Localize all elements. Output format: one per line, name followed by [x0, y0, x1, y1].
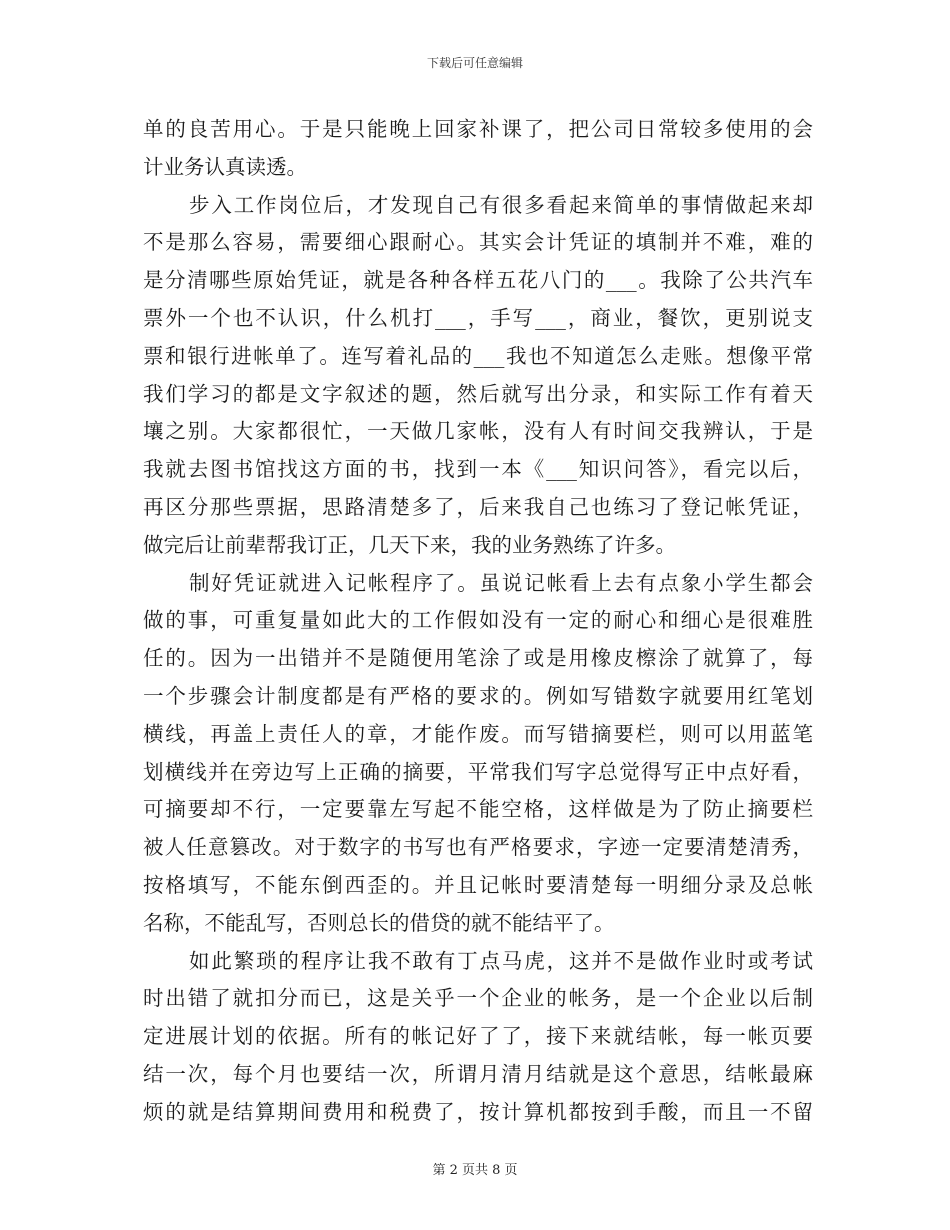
text-line: 可摘要却不行，一定要靠左写起不能空格，这样做是为了防止摘要栏: [143, 797, 813, 822]
text-line: 再区分那些票据，思路清楚多了，后来我自己也练习了登记帐凭证，: [143, 494, 813, 519]
text-line: 我们学习的都是文字叙述的题，然后就写出分录，和实际工作有着天: [143, 381, 813, 406]
text-line: 制好凭证就进入记帐程序了。虽说记帐看上去有点象小学生都会: [189, 570, 813, 595]
paragraph: [143, 565, 813, 943]
paragraph: [143, 943, 813, 1132]
text-line: 做完后让前辈帮我订正，几天下来，我的业务熟练了许多。: [143, 532, 676, 557]
text-line: 按格填写，不能东倒西歪的。并且记帐时要清楚每一明细分录及总帐: [143, 872, 813, 897]
text-line: 结一次，每个月也要结一次，所谓月清月结就是这个意思，结帐最麻: [143, 1061, 813, 1086]
text-line: 一个步骤会计制度都是有严格的要求的。例如写错数字就要用红笔划: [143, 683, 813, 708]
text-line: 横线，再盖上责任人的章，才能作废。而写错摘要栏，则可以用蓝笔: [143, 721, 813, 746]
body-text: [143, 111, 813, 1132]
text-line: 不是那么容易，需要细心跟耐心。其实会计凭证的填制并不难，难的: [143, 230, 813, 255]
text-line: 是分清哪些原始凭证，就是各种各样五花八门的___。我除了公共汽车: [143, 268, 813, 293]
text-line: 计业务认真读透。: [143, 154, 307, 179]
text-line: 如此繁琐的程序让我不敢有丁点马虎，这并不是做作业时或考试: [189, 948, 813, 973]
text-line: 烦的就是结算期间费用和税费了，按计算机都按到手酸，而且一不留: [143, 1099, 813, 1124]
text-line: 任的。因为一出错并不是随便用笔涂了或是用橡皮檫涂了就算了，每: [143, 646, 813, 671]
page-footer: 第 2 页共 8 页: [432, 1163, 518, 1178]
text-line: 我就去图书馆找这方面的书，找到一本《___知识问答》，看完以后，: [143, 457, 813, 482]
text-line: 票和银行进帐单了。连写着礼品的___我也不知道怎么走账。想像平常: [143, 343, 813, 368]
text-line: 划横线并在旁边写上正确的摘要，平常我们写字总觉得写正中点好看，: [143, 759, 813, 784]
text-line: 壤之别。大家都很忙，一天做几家帐，没有人有时间交我辨认，于是: [143, 419, 813, 444]
paragraph: [143, 111, 813, 187]
text-line: 票外一个也不认识，什么机打___，手写___，商业，餐饮，更别说支: [143, 305, 813, 330]
text-line: 时出错了就扣分而已，这是关乎一个企业的帐务，是一个企业以后制: [143, 986, 813, 1011]
text-line: 被人任意篡改。对于数字的书写也有严格要求，字迹一定要清楚清秀，: [143, 835, 813, 860]
text-line: 做的事，可重复量如此大的工作假如没有一定的耐心和细心是很难胜: [143, 608, 813, 633]
page-header: 下载后可任意编辑: [426, 56, 523, 70]
text-line: 名称，不能乱写，否则总长的借贷的就不能结平了。: [143, 910, 615, 935]
text-line: 步入工作岗位后，才发现自己有很多看起来简单的事情做起来却: [189, 192, 813, 217]
text-line: 定进展计划的依据。所有的帐记好了了，接下来就结帐，每一帐页要: [143, 1024, 813, 1049]
paragraph: [143, 187, 813, 565]
text-line: 单的良苦用心。于是只能晚上回家补课了，把公司日常较多使用的会: [143, 117, 813, 141]
